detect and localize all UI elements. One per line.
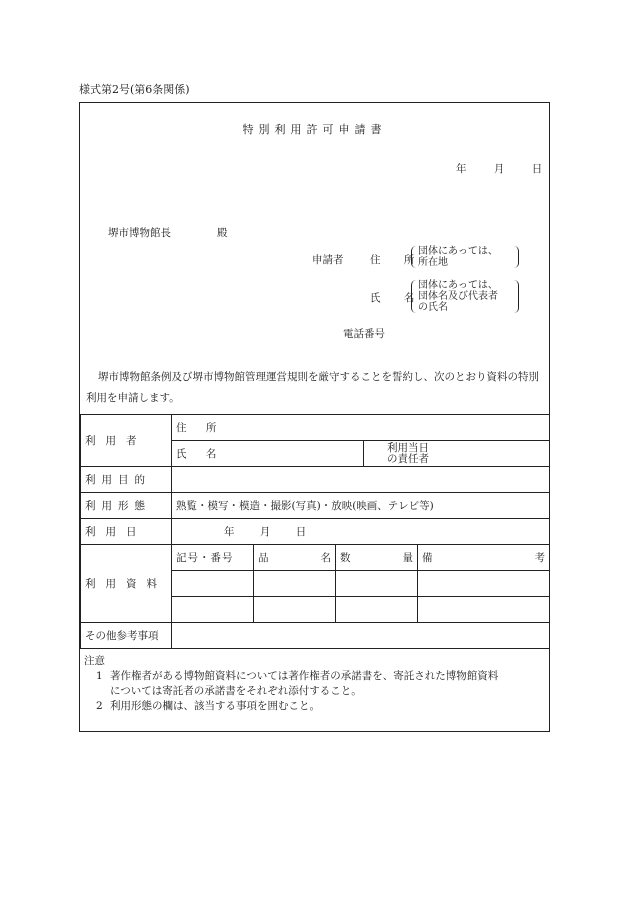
responsible-person-label bbox=[364, 441, 550, 467]
name-note-line: の氏名 bbox=[418, 302, 448, 313]
material-qty-cell[interactable] bbox=[336, 597, 418, 623]
col-remarks-char: 考 bbox=[534, 552, 545, 564]
materials-label: 利用資料 bbox=[81, 545, 172, 623]
application-form-frame bbox=[79, 102, 550, 732]
date-month: 月 bbox=[493, 163, 505, 175]
usage-date-year: 年 bbox=[224, 526, 235, 538]
col-remarks-char: 備 bbox=[422, 552, 433, 564]
material-item-cell[interactable] bbox=[254, 571, 336, 597]
user-address-cell[interactable] bbox=[172, 415, 550, 441]
user-name-label: 氏 名 bbox=[176, 448, 225, 460]
note-text: 著作権者がある博物館資料については著作権者の承諾書を、寄託された博物館資料 bbox=[110, 670, 499, 682]
applicant-name-label: 氏 名 bbox=[370, 292, 425, 304]
notes-heading: 注意 bbox=[84, 655, 105, 667]
notes-section bbox=[84, 654, 546, 714]
usage-table bbox=[80, 414, 550, 649]
telephone-label: 電話番号 bbox=[343, 328, 385, 340]
note-item bbox=[84, 669, 546, 684]
addressee-honorific: 殿 bbox=[217, 227, 228, 239]
material-remarks-cell[interactable] bbox=[418, 597, 550, 623]
usage-date-label: 利用日 bbox=[81, 519, 172, 545]
col-header-remarks bbox=[418, 545, 550, 571]
form-title: 特別利用許可申請書 bbox=[242, 123, 387, 136]
address-note-line: 団体にあっては、 bbox=[418, 246, 498, 257]
name-note-line: 団体名及び代表者 bbox=[418, 291, 498, 302]
col-header-quantity bbox=[336, 545, 418, 571]
other-notes-cell[interactable] bbox=[172, 623, 550, 649]
other-notes-label: その他参考事項 bbox=[81, 623, 172, 649]
col-number-text: 記号・番号 bbox=[176, 552, 234, 564]
note-number: 1 bbox=[96, 670, 103, 682]
date-year: 年 bbox=[456, 163, 467, 175]
note-text: 利用形態の欄は、該当する事項を囲むこと。 bbox=[110, 700, 320, 712]
user-address-label: 住 所 bbox=[176, 422, 225, 434]
material-item-cell[interactable] bbox=[254, 597, 336, 623]
name-note-line: 団体にあっては、 bbox=[418, 280, 498, 291]
applicant-label: 申請者 bbox=[312, 254, 344, 266]
col-qty-char: 量 bbox=[402, 552, 413, 564]
user-name-cell[interactable] bbox=[172, 441, 364, 467]
col-item-char: 品 bbox=[258, 552, 269, 564]
address-note-bracket bbox=[411, 246, 519, 268]
usage-form-options[interactable]: 熟覧・模写・模造・撮影(写真)・放映(映画、テレビ等) bbox=[172, 493, 550, 519]
addressee bbox=[108, 225, 228, 240]
usage-form-label: 利用形態 bbox=[81, 493, 172, 519]
name-note-bracket bbox=[411, 280, 519, 313]
col-item-char: 名 bbox=[320, 552, 331, 564]
responsible-line: 利用当日 bbox=[387, 441, 429, 454]
applicant-address-label: 住 所 bbox=[370, 254, 425, 266]
form-number-label: 様式第2号(第6条関係) bbox=[79, 83, 190, 96]
addressee-name: 堺市博物館長 bbox=[108, 227, 171, 239]
user-label: 利用者 bbox=[81, 415, 172, 467]
note-number: 2 bbox=[96, 700, 103, 712]
usage-date-cell[interactable] bbox=[172, 519, 550, 545]
purpose-cell[interactable] bbox=[172, 467, 550, 493]
date-line bbox=[456, 161, 566, 176]
material-number-cell[interactable] bbox=[172, 571, 254, 597]
date-day: 日 bbox=[531, 163, 543, 175]
material-number-cell[interactable] bbox=[172, 597, 254, 623]
col-header-number bbox=[172, 545, 254, 571]
usage-date-month: 月 bbox=[259, 526, 271, 538]
purpose-label: 利用目的 bbox=[81, 467, 172, 493]
material-qty-cell[interactable] bbox=[336, 571, 418, 597]
note-continuation: については寄託者の承諾書をそれぞれ添付すること。 bbox=[110, 685, 362, 697]
pledge-statement: 堺市博物館条例及び堺市博物館管理運営規則を厳守することを誓約し、次のとおり資料の特別利用を申請します。 bbox=[86, 371, 539, 404]
col-header-item bbox=[254, 545, 336, 571]
note-item bbox=[84, 699, 546, 714]
col-qty-char: 数 bbox=[340, 552, 351, 564]
responsible-line: の責任者 bbox=[387, 452, 429, 465]
usage-date-day: 日 bbox=[295, 526, 307, 538]
material-remarks-cell[interactable] bbox=[418, 571, 550, 597]
address-note-line: 所在地 bbox=[418, 257, 448, 268]
